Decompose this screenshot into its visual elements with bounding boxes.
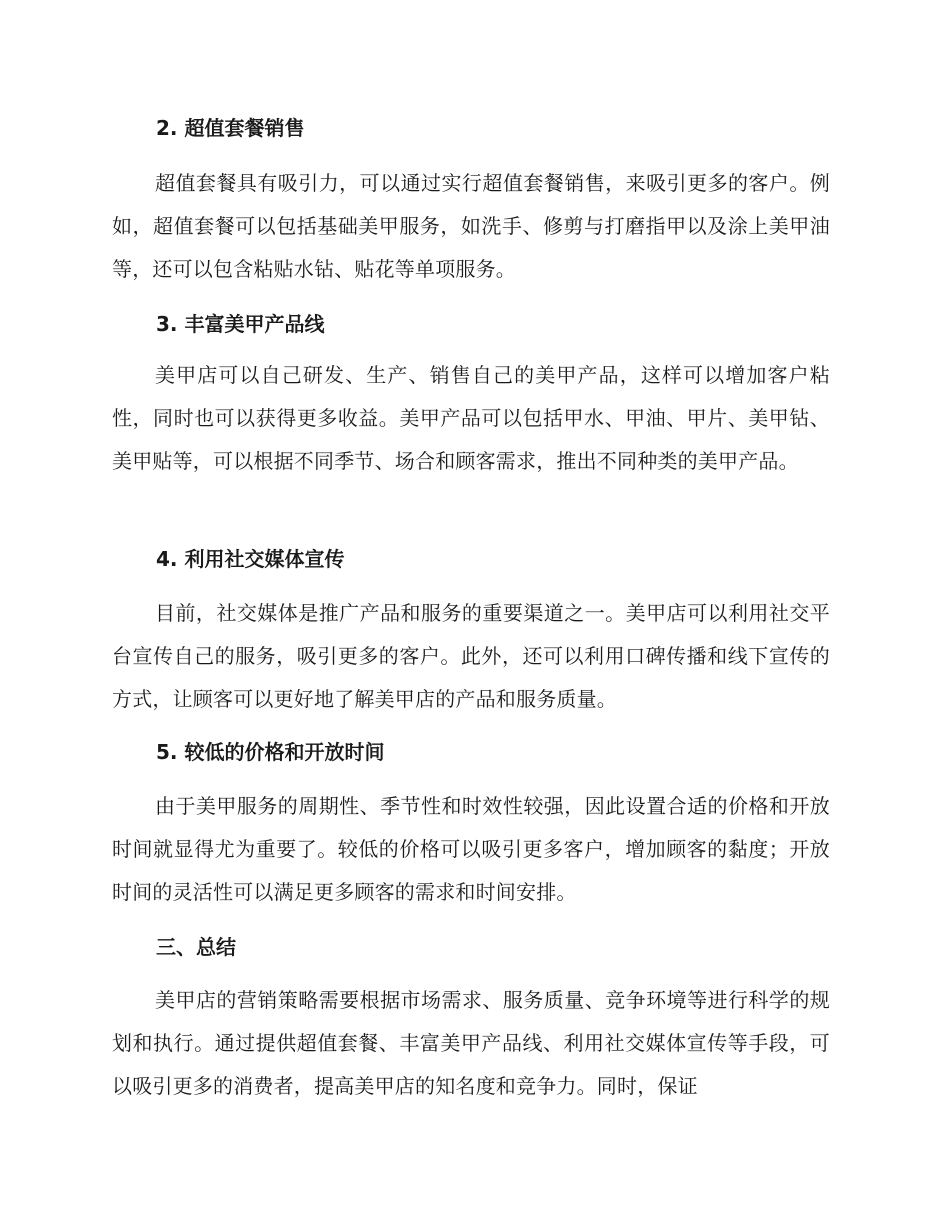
section-paragraph-3: 美甲店可以自己研发、生产、销售自己的美甲产品，这样可以增加客户粘性，同时也可以获得更多收益。美甲产品可以包括甲水、甲油、甲片、美甲钻、美甲贴等，可以根据不同季节、场合和顾客需求，推出不同种类的美甲产品。 [112,363,830,473]
section-heading-4: 4. 利用社交媒体宣传 [156,547,345,571]
section-heading-2: 2. 超值套餐销售 [156,116,305,140]
section-paragraph-2: 超值套餐具有吸引力，可以通过实行超值套餐销售，来吸引更多的客户。例如，超值套餐可以包括基础美甲服务，如洗手、修剪与打磨指甲以及涂上美甲油等，还可以包含粘贴水钻、贴花等单项服务。 [112,171,830,281]
section-heading-3: 3. 丰富美甲产品线 [156,312,325,336]
section-paragraph-5: 由于美甲服务的周期性、季节性和时效性较强，因此设置合适的价格和开放时间就显得尤为重要了。较低的价格可以吸引更多客户，增加顾客的黏度；开放时间的灵活性可以满足更多顾客的需求和时间安排。 [112,794,830,904]
section-heading-summary: 三、总结 [156,935,236,959]
section-paragraph-summary: 美甲店的营销策略需要根据市场需求、服务质量、竞争环境等进行科学的规划和执行。通过提供超值套餐、丰富美甲产品线、利用社交媒体宣传等手段，可以吸引更多的消费者，提高美甲店的知名度和竞争力。同时，保证 [112,988,830,1098]
section-heading-5: 5. 较低的价格和开放时间 [156,740,385,764]
section-paragraph-4: 目前，社交媒体是推广产品和服务的重要渠道之一。美甲店可以利用社交平台宣传自己的服务，吸引更多的客户。此外，还可以利用口碑传播和线下宣传的方式，让顾客可以更好地了解美甲店的产品和服务质量。 [112,601,830,711]
